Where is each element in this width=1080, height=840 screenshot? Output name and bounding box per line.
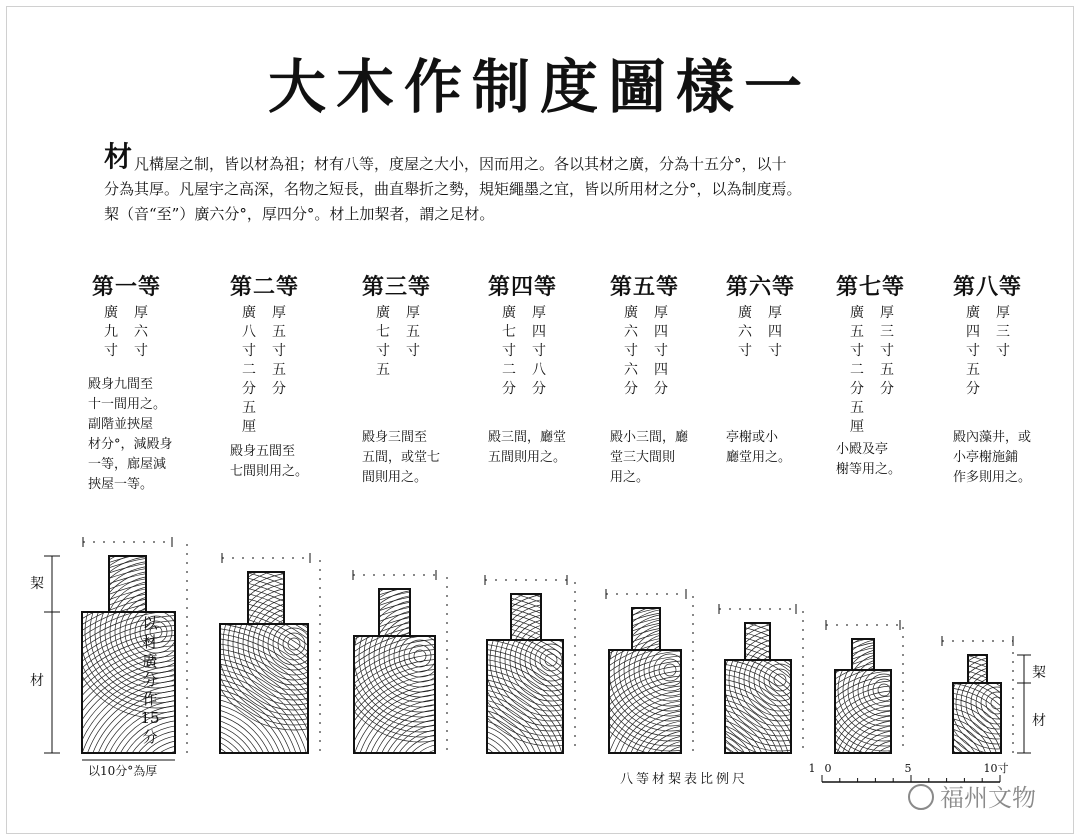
grade-usage-line: 榭等用之。 — [836, 462, 902, 477]
thickness-note: 以10分°為厚 — [88, 764, 158, 778]
grain-ring — [430, 769, 456, 795]
grain-ring — [170, 757, 226, 813]
grade-usage-line: 堂三大間則 — [610, 450, 676, 465]
thick-dimension: 厚 四 寸 四 分 — [654, 305, 668, 397]
grain-ring — [265, 604, 621, 840]
grain-ring — [506, 573, 912, 840]
grain-ring — [121, 725, 247, 840]
grain-ring — [798, 604, 970, 776]
grain-ring — [165, 752, 231, 818]
grain-ring — [799, 676, 995, 840]
grain-ring — [754, 654, 806, 706]
grain-ring — [295, 608, 641, 840]
grain-ring — [848, 654, 920, 726]
grain-ring — [571, 638, 847, 840]
grain-ring — [235, 574, 651, 840]
grain-ring — [215, 528, 721, 840]
grain-ring — [496, 563, 922, 840]
grain-ring — [609, 609, 731, 731]
grain-ring — [719, 619, 841, 741]
wood-grain — [430, 521, 946, 840]
grain-ring — [330, 643, 606, 840]
grain-ring — [275, 588, 661, 840]
grain-ring — [551, 618, 867, 840]
grain-ring — [385, 724, 501, 840]
grade-name: 第六等 — [726, 274, 796, 300]
grain-ring — [649, 649, 691, 691]
grain-ring — [491, 558, 927, 840]
grain-ring — [166, 770, 202, 806]
grain-ring — [541, 608, 877, 840]
grade-name: 第三等 — [362, 274, 432, 300]
grain-ring — [878, 684, 890, 696]
grain-ring — [545, 654, 557, 666]
grain-ring — [190, 529, 696, 840]
inner-note-char: 以 — [142, 614, 158, 632]
wide-dimension: 廣 七 寸 五 — [376, 305, 390, 378]
grain-ring — [285, 624, 601, 840]
grain-ring — [210, 523, 726, 840]
grain-ring — [0, 572, 411, 840]
thick-dimension: 厚 三 寸 五 分 — [880, 305, 894, 397]
cai-section — [953, 683, 1001, 753]
grain-ring — [933, 763, 949, 779]
wide-dimension: 廣 七 寸 二 分 — [502, 305, 516, 397]
grain-ring — [325, 638, 611, 840]
grain-ring — [536, 603, 882, 840]
grain-ring — [481, 548, 937, 840]
grain-ring — [520, 629, 582, 691]
grain-ring — [546, 613, 872, 840]
grain-ring — [1, 605, 367, 840]
grain-ring — [505, 596, 871, 840]
grain-ring — [156, 760, 212, 816]
grain-ring — [565, 656, 811, 840]
grain-ring — [0, 570, 402, 840]
grain-ring — [31, 635, 337, 840]
grain-ring — [834, 711, 960, 837]
grain-ring — [480, 589, 622, 731]
grain-ring — [769, 669, 791, 691]
grain-ring — [819, 696, 975, 840]
thick-dimension: 厚 五 寸 五 分 — [272, 305, 286, 397]
grain-ring — [430, 521, 946, 840]
grain-ring — [0, 537, 446, 840]
grain-ring — [435, 748, 501, 814]
grain-ring — [46, 650, 322, 840]
grain-ring — [843, 649, 925, 731]
grain-ring — [843, 673, 1039, 840]
grain-ring — [833, 663, 1049, 840]
grain-ring — [295, 634, 591, 840]
grain-ring — [621, 688, 797, 840]
grain-ring — [803, 609, 965, 771]
intro-dropcap: 材 — [104, 140, 133, 173]
grain-ring — [0, 600, 372, 840]
grain-ring — [639, 639, 701, 701]
wood-grain — [798, 604, 970, 776]
grain-ring — [141, 745, 227, 831]
wide-dimension: 廣 五 寸 二 分 五 厘 — [850, 305, 864, 435]
grain-ring — [515, 624, 587, 696]
grain-ring — [15, 602, 381, 840]
grain-ring — [425, 764, 461, 800]
grade-usage-line: 殿內藻井，或 — [953, 430, 1032, 445]
grain-ring — [20, 607, 376, 840]
grain-ring — [410, 749, 476, 815]
grain-ring — [0, 575, 397, 840]
grain-ring — [601, 668, 817, 840]
grain-ring — [340, 653, 596, 840]
wechat-icon — [908, 784, 934, 810]
grain-ring — [260, 599, 626, 840]
grain-ring — [824, 701, 970, 840]
grain-ring — [694, 594, 866, 766]
page-title: 大木作制度圖樣一 — [267, 53, 812, 121]
grain-ring — [56, 660, 312, 840]
grain-ring — [185, 772, 211, 798]
grain-ring — [230, 543, 706, 840]
grade-usage-line: 挾屋一等。 — [88, 477, 154, 492]
grain-ring — [25, 612, 371, 840]
grain-ring — [460, 773, 476, 789]
grain-ring — [0, 535, 437, 840]
watermark — [908, 778, 1036, 813]
grain-ring — [0, 577, 406, 840]
grain-ring — [624, 624, 716, 716]
grade-usage-line: 小殿及亭 — [836, 442, 889, 457]
grain-ring — [594, 594, 746, 746]
grain-ring — [270, 583, 666, 840]
grain-ring — [420, 759, 466, 805]
grain-ring — [455, 768, 481, 794]
grain-ring — [350, 689, 536, 840]
wood-grain — [210, 523, 726, 840]
grain-ring — [410, 723, 526, 839]
grain-ring — [430, 743, 506, 819]
grade-usage-line: 一等，廊屋減 — [88, 457, 167, 472]
thick-dimension: 厚 四 寸 — [768, 305, 782, 359]
grain-ring — [521, 588, 897, 840]
grain-ring — [230, 569, 656, 840]
grain-ring — [470, 561, 906, 840]
wood-grain — [451, 518, 967, 840]
grain-ring — [176, 780, 192, 796]
grain-ring — [145, 732, 251, 838]
grain-ring — [300, 613, 636, 840]
grain-ring — [0, 557, 426, 840]
grain-ring — [160, 747, 236, 823]
grain-ring — [390, 703, 546, 840]
grain-ring — [265, 578, 671, 840]
grain-ring — [355, 694, 531, 840]
grain-ring — [0, 590, 382, 840]
grain-ring — [21, 625, 347, 840]
grade-usage-line: 十一間用之。 — [88, 397, 167, 412]
grain-ring — [10, 597, 386, 840]
grain-ring — [370, 683, 566, 840]
grain-ring — [190, 777, 206, 793]
grain-ring — [440, 753, 496, 809]
grain-ring — [611, 678, 807, 840]
grain-ring — [0, 540, 432, 840]
grain-ring — [699, 599, 861, 761]
watermark-text: 福州文物 — [940, 784, 1036, 812]
grain-ring — [146, 750, 222, 826]
inner-note-char: 分 — [142, 671, 158, 689]
grain-ring — [450, 763, 486, 799]
grain-ring — [248, 598, 340, 690]
grain-ring — [245, 584, 641, 840]
grain-ring — [435, 774, 451, 790]
wide-dimension: 廣 六 寸 — [738, 305, 752, 359]
inner-note-char: 作 — [142, 690, 158, 708]
grain-ring — [245, 558, 691, 840]
grain-ring — [150, 737, 246, 833]
grain-ring — [175, 762, 221, 808]
grain-ring — [794, 671, 1000, 840]
grain-ring — [305, 644, 581, 840]
grain-ring — [734, 634, 826, 726]
grain-ring — [36, 640, 332, 840]
grain-ring — [71, 675, 297, 840]
grade-usage-line: 殿三間，廳堂 — [488, 430, 567, 445]
grain-ring — [345, 684, 541, 840]
grain-ring — [495, 586, 881, 840]
grain-ring — [250, 563, 686, 840]
grain-ring — [151, 755, 217, 821]
grade-usage-line: 殿小三間，廳 — [610, 430, 689, 445]
grain-ring — [555, 646, 821, 840]
grade-usage-line: 殿身五間至 — [230, 444, 296, 459]
grain-ring — [180, 767, 216, 803]
inner-note-char: 分 — [142, 728, 158, 746]
grain-ring — [405, 744, 481, 820]
grain-ring — [300, 639, 586, 840]
grain-ring — [260, 573, 676, 840]
grade-usage-line: 殿身三間至 — [362, 430, 428, 445]
grade-name: 第二等 — [230, 274, 300, 300]
grade-usage-line: 七間則用之。 — [230, 464, 309, 479]
wide-dimension: 廣 六 寸 六 分 — [624, 305, 638, 397]
grain-ring — [280, 593, 656, 840]
grain-ring — [233, 583, 355, 705]
grain-ring — [0, 582, 401, 840]
grain-ring — [11, 615, 357, 840]
wide-dimension: 廣 九 寸 — [104, 305, 118, 359]
grain-ring — [131, 735, 237, 840]
grain-ring — [415, 754, 471, 810]
grade-usage-line: 副階並挾屋 — [88, 417, 154, 432]
thick-dimension: 厚 六 寸 — [134, 305, 148, 359]
grain-ring — [475, 584, 627, 736]
grain-ring — [415, 728, 521, 834]
grain-ring — [290, 603, 646, 840]
grain-ring — [0, 565, 407, 840]
grain-ring — [375, 688, 561, 840]
grain-ring — [5, 592, 391, 840]
grain-ring — [744, 644, 816, 716]
grain-ring — [60, 647, 336, 840]
grain-ring — [0, 545, 427, 840]
grain-ring — [470, 579, 632, 741]
scale-tick-label: 1 — [808, 762, 816, 775]
thick-dimension: 厚 四 寸 八 分 — [532, 305, 546, 397]
grain-ring — [370, 709, 516, 840]
grain-ring — [225, 564, 661, 840]
grain-ring — [556, 623, 862, 840]
grain-ring — [485, 576, 891, 840]
scale-tick-label: 0 — [824, 762, 832, 775]
grain-ring — [268, 618, 320, 670]
grain-ring — [560, 651, 816, 840]
scale-tick-label: 10寸 — [983, 762, 1009, 775]
right-qi-label: 栔 — [1032, 665, 1046, 681]
grain-ring — [445, 758, 491, 804]
grain-ring — [531, 598, 887, 840]
grain-ring — [136, 740, 232, 836]
grain-ring — [395, 734, 491, 830]
grain-ring — [30, 617, 366, 840]
grain-ring — [709, 609, 851, 751]
intro-line: 凡構屋之制，皆以材為祖；材有八等，度屋之大小，因而用之。各以其材之廣，分為十五分°，以十 — [134, 155, 787, 173]
grain-ring — [561, 628, 857, 840]
intro-line: 栔（音“至”）廣六分°，厚四分°。材上加栔者，謂之足材。 — [104, 205, 495, 223]
grain-ring — [451, 518, 967, 840]
grain-ring — [161, 765, 207, 811]
grade-usage-line: 間則用之。 — [362, 470, 428, 485]
grain-ring — [26, 630, 342, 840]
grain-ring — [525, 634, 577, 686]
grain-ring — [550, 641, 826, 840]
grade-usage-line: 廳堂用之。 — [726, 450, 792, 465]
grain-ring — [585, 676, 791, 840]
grade-usage-line: 亭榭或小 — [726, 430, 779, 445]
grain-ring — [759, 659, 801, 701]
grain-ring — [0, 585, 387, 840]
grain-ring — [486, 553, 932, 840]
inner-note-char: 廣 — [142, 652, 158, 670]
grain-ring — [634, 634, 706, 706]
grain-ring — [505, 614, 597, 706]
grain-ring — [664, 664, 676, 676]
grain-ring — [275, 614, 611, 840]
scale-tick-label: 5 — [904, 762, 912, 775]
grade-usage-line: 小亭榭施鋪 — [953, 450, 1019, 465]
grade-usage-line: 五間，或堂七 — [362, 450, 441, 465]
grain-ring — [65, 652, 331, 840]
left-qi-label: 栔 — [30, 576, 44, 592]
grain-ring — [535, 626, 841, 840]
grain-ring — [0, 550, 422, 840]
grain-ring — [580, 671, 796, 840]
grade-name: 第一等 — [92, 274, 162, 300]
grain-ring — [440, 531, 936, 840]
grain-ring — [0, 552, 431, 840]
grain-ring — [520, 611, 856, 840]
grain-ring — [0, 587, 396, 840]
grain-ring — [283, 633, 305, 655]
grain-ring — [839, 716, 955, 832]
grain-ring — [804, 681, 990, 840]
grain-ring — [0, 560, 412, 840]
left-cai-label: 材 — [30, 673, 44, 689]
grain-ring — [425, 738, 511, 824]
right-cai-label: 材 — [1032, 713, 1046, 729]
grain-ring — [530, 639, 572, 681]
grain-ring — [270, 609, 616, 840]
scale-caption: 八等材栔表比例尺 — [620, 772, 749, 787]
grain-ring — [126, 730, 242, 840]
wood-grain — [694, 594, 866, 766]
grade-usage-line: 五間則用之。 — [488, 450, 567, 465]
grain-ring — [465, 556, 911, 840]
grain-ring — [285, 598, 651, 840]
grain-ring — [616, 683, 802, 840]
thick-dimension: 厚 三 寸 — [996, 305, 1010, 359]
thick-dimension: 厚 五 寸 — [406, 305, 420, 359]
grain-ring — [200, 539, 686, 840]
grain-ring — [0, 547, 436, 840]
grain-ring — [889, 766, 905, 782]
grade-usage-line: 用之。 — [610, 470, 650, 485]
grain-ring — [41, 645, 327, 840]
grain-ring — [525, 616, 851, 840]
grain-ring — [315, 628, 621, 840]
grain-ring — [171, 775, 197, 801]
grain-ring — [395, 708, 541, 840]
grain-ring — [626, 693, 792, 840]
inner-note-char: 材 — [142, 633, 158, 651]
intro-line: 分為其厚。凡屋宇之高深，名物之短長，曲直舉折之勢，規矩繩墨之宜，皆以所用材之分°，以為制度焉。 — [104, 180, 802, 198]
grain-ring — [365, 704, 521, 840]
grain-ring — [724, 624, 836, 736]
grade-usage-line: 殿身九間至 — [88, 377, 154, 392]
grade-usage-line: 作多則用之。 — [953, 470, 1032, 485]
grain-ring — [606, 673, 812, 840]
grain-ring — [390, 729, 496, 835]
inner-note-char: 15 — [140, 709, 160, 727]
grain-ring — [476, 543, 942, 840]
grain-ring — [0, 580, 392, 840]
grain-ring — [511, 578, 907, 840]
grain-ring — [55, 642, 341, 840]
grain-ring — [848, 678, 1034, 840]
grain-ring — [385, 698, 551, 840]
grain-ring — [360, 699, 526, 840]
wide-dimension: 廣 八 寸 二 分 五 厘 — [242, 305, 256, 435]
grade-name: 第八等 — [953, 274, 1023, 300]
grain-ring — [576, 643, 842, 840]
grain-ring — [530, 621, 846, 840]
grade-name: 第五等 — [610, 274, 680, 300]
grade-name: 第七等 — [836, 274, 906, 300]
grain-ring — [155, 742, 241, 828]
grain-ring — [739, 639, 821, 721]
grain-ring — [290, 629, 596, 840]
grain-ring — [238, 588, 350, 700]
grain-ring — [829, 706, 965, 840]
grain-ring — [0, 595, 377, 840]
wide-dimension: 廣 四 寸 五 分 — [966, 305, 980, 397]
grain-ring — [515, 606, 861, 840]
grade-usage-line: 材分°，減殿身 — [88, 437, 173, 452]
grade-name: 第四等 — [488, 274, 558, 300]
